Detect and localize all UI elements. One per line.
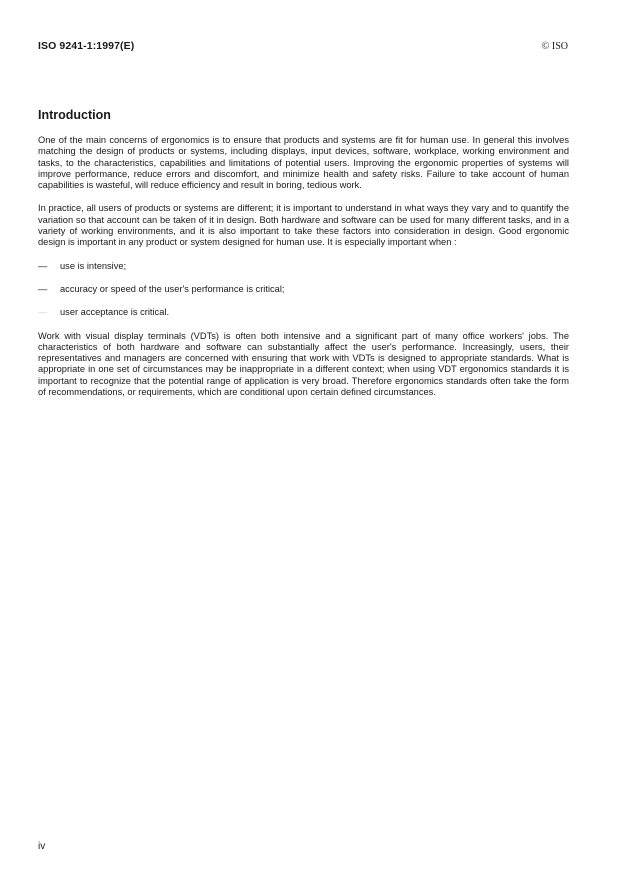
page-number: iv <box>38 841 46 852</box>
body-text <box>38 135 569 410</box>
list-item-text: user acceptance is critical. <box>60 307 170 318</box>
paragraph: One of the main concerns of ergonomics is to ensure that products and systems are fit for human use. In general this involves matching the design of products or systems, including displays, input devices, software, workplace, working environment and tasks, to the characteristics, capabilities and limitations of potential users. Improving the ergonomic properties of systems will improve performance, reduce errors and discomfort, and minimize health and safety risks. Failure to take account of human capabilities is wasteful, will reduce efficiency and result in boring, tedious work. <box>38 135 569 191</box>
dash-bullet: — <box>38 283 48 294</box>
list-item <box>38 307 569 318</box>
copyright-notice: © ISO <box>541 41 568 52</box>
list-item <box>38 284 569 295</box>
bullet-list <box>38 261 569 319</box>
list-item <box>38 261 569 272</box>
list-item-text: accuracy or speed of the user's performance is critical; <box>60 283 285 294</box>
section-title: Introduction <box>38 108 111 122</box>
dash-bullet: — <box>38 307 48 318</box>
paragraph: Work with visual display terminals (VDTs) is often both intensive and a significant part of many office workers' jobs. The characteristics of both hardware and software can substantially affect the user's performance. Increasingly, users, their representatives and managers are concerned with ensuring that work with VDTs is designed to appropriate standards. What is appropriate in one set of circumstances may be inappropriate in a different context; when using VDT ergonomics standards it is important to recognize that the potential range of application is very broad. Therefore ergonomics standards often take the form of recommendations, or requirements, which are conditional upon certain defined circumstances. <box>38 330 569 398</box>
document-id: ISO 9241-1:1997(E) <box>38 40 135 52</box>
dash-bullet: — <box>38 260 48 271</box>
list-item-text: use is intensive; <box>60 260 127 271</box>
paragraph: In practice, all users of products or systems are different; it is important to understand in what ways they vary and to quantify the variation so that account can be taken of it in design. Both hardware and software can be used for many different tasks, and in a variety of working environments, and it is also important to take these factors into consideration in design. Good ergonomic design is important in any product or system designed for human use. It is especially important when : <box>38 203 569 248</box>
